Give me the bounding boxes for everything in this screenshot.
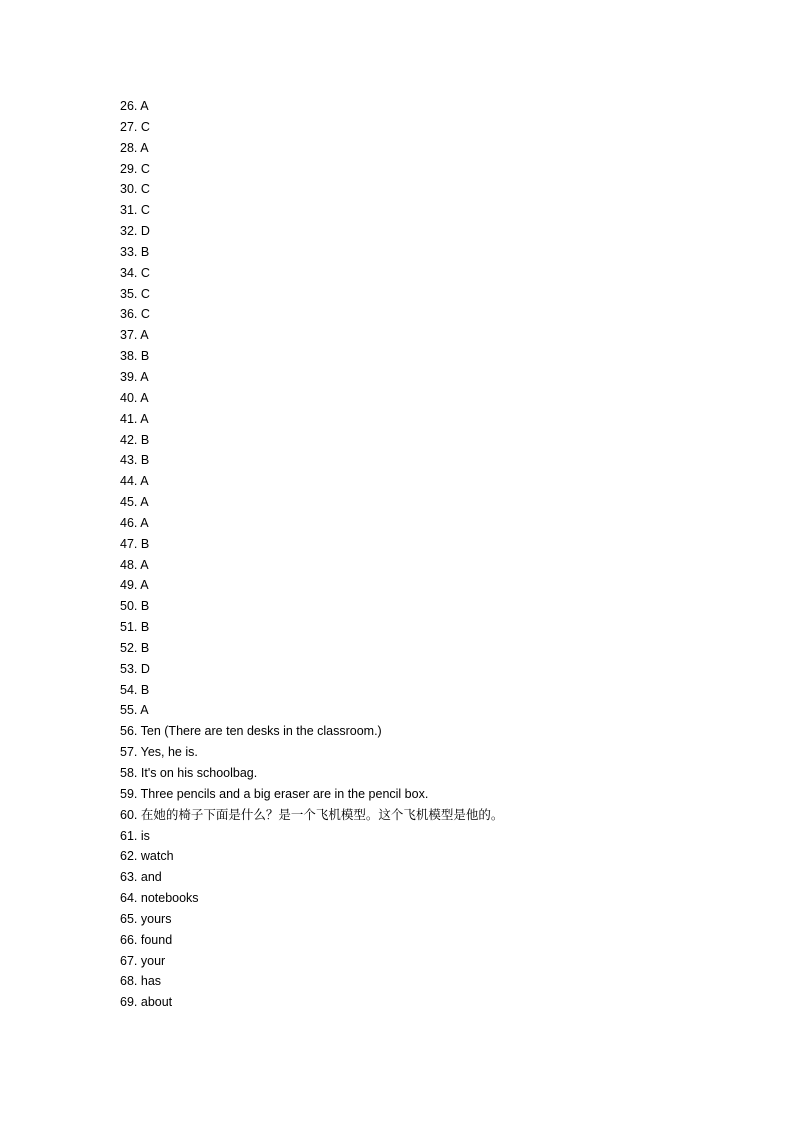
answer-text: Yes, he is. (140, 745, 198, 760)
answer-number: 46. (120, 515, 138, 530)
answer-number: 68. (120, 974, 138, 989)
answer-text: A (140, 557, 149, 572)
answer-line (120, 638, 760, 659)
answer-line (120, 96, 760, 117)
answer-number: 65. (120, 911, 138, 926)
answer-text: Ten (There are ten desks in the classroom.) (140, 724, 382, 739)
answer-number: 62. (120, 849, 138, 864)
answer-text: B (140, 432, 150, 447)
answer-line (120, 242, 760, 263)
answer-number: 36. (120, 307, 138, 322)
answer-text: C (140, 286, 150, 301)
answer-text: about (140, 995, 173, 1010)
answer-line (120, 888, 760, 909)
answer-line (120, 909, 760, 930)
answer-number: 64. (120, 891, 138, 906)
answer-number: 54. (120, 682, 138, 697)
answer-number: 67. (120, 953, 138, 968)
answer-line (120, 826, 760, 847)
answer-line (120, 742, 760, 763)
answer-number: 38. (120, 349, 138, 364)
answer-line (120, 721, 760, 742)
answer-line (120, 680, 760, 701)
answer-line (120, 263, 760, 284)
answer-number: 56. (120, 724, 138, 739)
answer-number: 55. (120, 703, 138, 718)
answer-number: 60. (120, 807, 138, 822)
answer-text: A (140, 515, 149, 530)
answer-line (120, 221, 760, 242)
answer-line (120, 575, 760, 596)
answer-text: C (140, 182, 150, 197)
answer-line (120, 284, 760, 305)
answer-text: A (140, 140, 149, 155)
answer-text: has (140, 974, 162, 989)
answer-number: 45. (120, 495, 138, 510)
answer-line (120, 763, 760, 784)
answer-text: C (140, 161, 150, 176)
answer-line (120, 867, 760, 888)
answer-number: 32. (120, 224, 138, 239)
answer-line (120, 700, 760, 721)
answer-line (120, 325, 760, 346)
answer-text: A (140, 369, 149, 384)
answer-number: 44. (120, 474, 138, 489)
answer-number: 39. (120, 369, 138, 384)
answer-text: B (140, 599, 150, 614)
answer-number: 63. (120, 870, 138, 885)
answer-line (120, 304, 760, 325)
answer-number: 40. (120, 390, 138, 405)
answer-number: 47. (120, 536, 138, 551)
answer-text: D (140, 224, 150, 239)
answer-number: 33. (120, 244, 138, 259)
answer-text: B (140, 620, 150, 635)
answer-number: 69. (120, 995, 138, 1010)
answer-line (120, 659, 760, 680)
answer-line (120, 346, 760, 367)
answer-number: 30. (120, 182, 138, 197)
answer-number: 29. (120, 161, 138, 176)
answer-number: 37. (120, 328, 138, 343)
answer-text: watch (140, 849, 174, 864)
answer-text: A (140, 390, 149, 405)
answer-line (120, 805, 760, 826)
answer-line (120, 617, 760, 638)
answer-line (120, 117, 760, 138)
answer-number: 41. (120, 411, 138, 426)
answer-line (120, 971, 760, 992)
answer-text: 在她的椅子下面是什么？是一个飞机模型。这个飞机模型是他的。 (140, 807, 504, 822)
answer-line (120, 992, 760, 1013)
answer-number: 61. (120, 828, 138, 843)
answer-text: B (140, 640, 150, 655)
answer-number: 34. (120, 265, 138, 280)
answer-number: 26. (120, 99, 138, 113)
answer-number: 57. (120, 745, 138, 760)
answer-text: B (140, 244, 150, 259)
answer-text: Three pencils and a big eraser are in the pencil box. (140, 786, 429, 801)
answer-line (120, 846, 760, 867)
answer-text: A (140, 99, 149, 113)
answer-number: 59. (120, 786, 138, 801)
answer-text: A (140, 578, 149, 593)
answer-line (120, 138, 760, 159)
answer-text: A (140, 495, 149, 510)
answer-number: 43. (120, 453, 138, 468)
answer-number: 28. (120, 140, 138, 155)
answer-number: 50. (120, 599, 138, 614)
answer-number: 48. (120, 557, 138, 572)
answer-text: A (140, 411, 149, 426)
answer-text: yours (140, 911, 172, 926)
answer-line (120, 430, 760, 451)
answer-line (120, 951, 760, 972)
answer-line (120, 534, 760, 555)
answer-line (120, 388, 760, 409)
answer-text: B (140, 349, 150, 364)
answer-text: C (140, 119, 150, 134)
answer-text: B (140, 453, 150, 468)
answer-text: B (140, 536, 150, 551)
answer-key-list (120, 96, 760, 1013)
answer-text: your (140, 953, 166, 968)
answer-line (120, 179, 760, 200)
answer-text: found (140, 932, 173, 947)
answer-text: is (140, 828, 150, 843)
answer-line (120, 596, 760, 617)
answer-line (120, 200, 760, 221)
answer-text: notebooks (140, 891, 199, 906)
answer-number: 42. (120, 432, 138, 447)
answer-text: It's on his schoolbag. (140, 766, 258, 780)
answer-text: C (140, 203, 150, 218)
answer-text: and (140, 870, 162, 885)
answer-text: A (140, 328, 149, 343)
answer-number: 66. (120, 932, 138, 947)
answer-line (120, 513, 760, 534)
answer-line (120, 159, 760, 180)
answer-text: C (140, 265, 150, 280)
answer-number: 27. (120, 119, 138, 134)
answer-line (120, 784, 760, 805)
answer-number: 58. (120, 766, 138, 780)
answer-number: 52. (120, 640, 138, 655)
answer-line (120, 492, 760, 513)
answer-text: C (140, 307, 150, 322)
answer-line (120, 367, 760, 388)
answer-number: 51. (120, 620, 138, 635)
answer-number: 35. (120, 286, 138, 301)
answer-number: 53. (120, 661, 138, 676)
answer-line (120, 930, 760, 951)
answer-number: 49. (120, 578, 138, 593)
answer-text: B (140, 682, 150, 697)
answer-line (120, 409, 760, 430)
answer-text: A (140, 703, 149, 718)
answer-number: 31. (120, 203, 138, 218)
answer-text: A (140, 474, 149, 489)
answer-line (120, 555, 760, 576)
answer-line (120, 450, 760, 471)
answer-line (120, 471, 760, 492)
answer-text: D (140, 661, 150, 676)
